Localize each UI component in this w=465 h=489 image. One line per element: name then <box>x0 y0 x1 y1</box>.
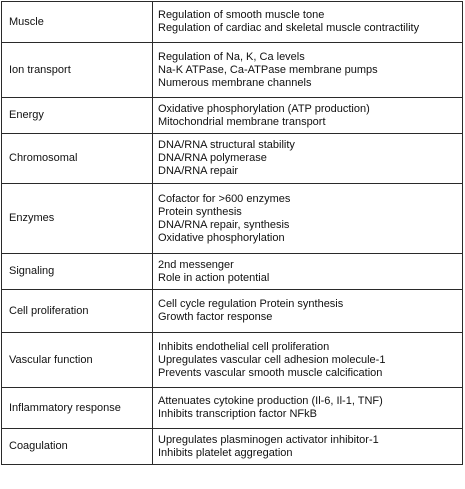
function-line: Oxidative phosphorylation <box>158 231 285 244</box>
category-cell: Muscle <box>2 2 153 43</box>
category-cell: Coagulation <box>2 429 153 465</box>
function-line: Numerous membrane channels <box>158 76 312 89</box>
category-cell: Signaling <box>2 254 153 290</box>
function-line: Upregulates plasminogen activator inhibitor-1 <box>158 433 379 446</box>
function-line: Cell cycle regulation Protein synthesis <box>158 298 344 310</box>
table-row <box>2 43 463 98</box>
function-line: DNA/RNA polymerase <box>158 152 267 164</box>
category-cell: Energy <box>2 98 153 134</box>
function-line: Role in action potential <box>158 271 270 284</box>
function-line: Inhibits transcription factor NFkB <box>158 408 317 420</box>
category-cell: Ion transport <box>2 43 153 98</box>
functions-cell <box>153 333 463 388</box>
table-row <box>2 2 463 43</box>
table-row <box>2 98 463 134</box>
category-cell: Chromosomal <box>2 134 153 184</box>
function-line: Attenuates cytokine production (Il-6, Il-1, TNF) <box>158 395 383 407</box>
function-table <box>1 1 463 465</box>
table-row <box>2 388 463 429</box>
function-line: Regulation of smooth muscle tone <box>158 9 325 21</box>
functions-cell <box>153 254 463 290</box>
functions-cell <box>153 290 463 333</box>
functions-cell <box>153 2 463 43</box>
function-line: 2nd messenger <box>158 258 234 271</box>
function-line: Mitochondrial membrane transport <box>158 115 326 128</box>
function-line: Inhibits endothelial cell proliferation <box>158 340 330 353</box>
function-line: DNA/RNA repair <box>158 165 239 177</box>
functions-cell <box>153 388 463 429</box>
function-line: DNA/RNA repair, synthesis <box>158 218 290 231</box>
functions-cell <box>153 134 463 184</box>
function-line: Inhibits platelet aggregation <box>158 446 293 459</box>
function-line: Prevents vascular smooth muscle calcification <box>158 366 383 379</box>
category-cell: Vascular function <box>2 333 153 388</box>
table-row <box>2 429 463 465</box>
table-row <box>2 254 463 290</box>
function-line: Regulation of cardiac and skeletal muscle contractility <box>158 22 420 34</box>
function-line: Oxidative phosphorylation (ATP production) <box>158 102 370 115</box>
table-row <box>2 290 463 333</box>
functions-cell <box>153 43 463 98</box>
category-cell: Cell proliferation <box>2 290 153 333</box>
table-row <box>2 184 463 254</box>
function-line: DNA/RNA structural stability <box>158 139 295 151</box>
table-row <box>2 134 463 184</box>
function-line: Growth factor response <box>158 311 273 323</box>
category-cell: Enzymes <box>2 184 153 254</box>
functions-cell <box>153 98 463 134</box>
functions-cell <box>153 429 463 465</box>
functions-cell <box>153 184 463 254</box>
function-line: Regulation of Na, K, Ca levels <box>158 50 305 63</box>
table-row <box>2 333 463 388</box>
function-line: Upregulates vascular cell adhesion molecule-1 <box>158 353 386 366</box>
function-line: Cofactor for >600 enzymes <box>158 192 291 205</box>
function-line: Na-K ATPase, Ca-ATPase membrane pumps <box>158 63 378 76</box>
function-line: Protein synthesis <box>158 205 242 218</box>
category-cell: Inflammatory response <box>2 388 153 429</box>
